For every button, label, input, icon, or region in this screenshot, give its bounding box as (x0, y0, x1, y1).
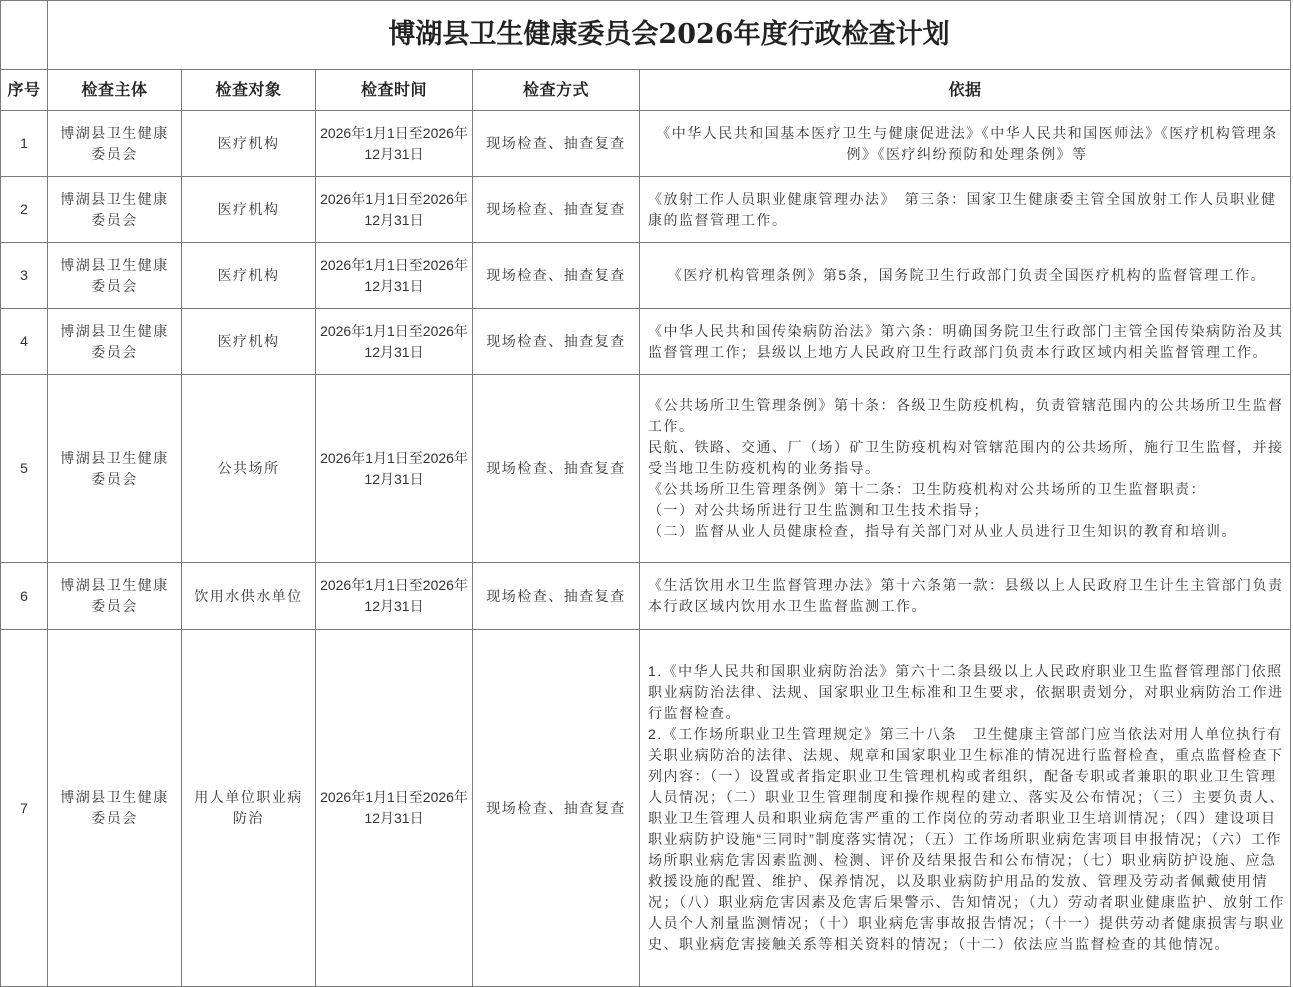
row-subject: 博湖县卫生健康委员会 (48, 309, 182, 375)
basis-text (648, 661, 1286, 955)
header-target: 检查对象 (182, 70, 316, 111)
row-method: 现场检查、抽查复查 (473, 630, 640, 987)
row-index: 5 (1, 375, 48, 563)
basis-paragraph: 《公共场所卫生管理条例》第十二条：卫生防疫机构对公共场所的卫生监督职责： (648, 481, 1206, 497)
row-time: 2026年1月1日至2026年12月31日 (316, 111, 473, 177)
basis-paragraph: 《生活饮用水卫生监督管理办法》第十六条第一款：县级以上人民政府卫生计生主管部门负责本行政区域内饮用水卫生监督监测工作。 (648, 577, 1284, 614)
basis-paragraph: 1.《中华人民共和国职业病防治法》第六十二条县级以上人民政府职业卫生监督管理部门依照职业病防治法律、法规、国家职业卫生标准和卫生要求，依据职责划分，对职业病防治工作进行监督检查。 (648, 663, 1284, 721)
basis-paragraph: 《中华人民共和国传染病防治法》第六条：明确国务院卫生行政部门主管全国传染病防治及其监督管理工作；县级以上地方人民政府卫生行政部门负责本行政区域内相关监督管理工作。 (648, 322, 1284, 360)
row-index: 7 (1, 630, 48, 987)
header-subject: 检查主体 (48, 70, 182, 111)
basis-paragraph: 民航、铁路、交通、厂（场）矿卫生防疫机构对管辖范围内的公共场所，施行卫生监督，并接受当地卫生防疫机构的业务指导。 (648, 439, 1284, 476)
row-index: 1 (1, 111, 48, 177)
row-index: 6 (1, 563, 48, 630)
basis-text (648, 321, 1286, 363)
row-subject: 博湖县卫生健康委员会 (48, 563, 182, 630)
basis-text (648, 265, 1286, 286)
basis-text (648, 395, 1286, 542)
row-method: 现场检查、抽查复查 (473, 243, 640, 309)
basis-paragraph: 2.《工作场所职业卫生管理规定》第三十八条 卫生健康主管部门应当依法对用人单位执行有关职业病防治的法律、法规、规章和国家职业卫生标准的情况进行监督检查，重点监督检查下列内容：（一）设置或者指定职业卫生管理机构或者组织，配备专职或者兼职的职业卫生管理人员情况；（二）职业卫生管理制度和操作规程的建立、落实及公布情况；（三）主要负责人、职业卫生管理人员和职业病危害严重的工作岗位的劳动者职业卫生培训情况；（四）建设项目职业病防护设施“三同时”制度落实情况；（五）工作场所职业病危害项目申报情况；（六）工作场所职业病危害因素监测、检测、评价及结果报告和公布情况；（七）职业病防护设施、应急救援设施的配置、维护、保养情况，以及职业病防护用品的发放、管理及劳动者佩戴使用情况；（八）职业病危害因素及危害后果警示、告知情况；（九）劳动者职业健康监护、放射工作人员个人剂量监测情况；（十）职业病危害事故报告情况；（十一）提供劳动者健康损害与职业史、职业病危害接触关系等相关资料的情况；（十二）依法应当监督检查的其他情况。 (648, 726, 1285, 952)
row-time: 2026年1月1日至2026年12月31日 (316, 243, 473, 309)
row-basis (640, 375, 1291, 563)
row-method: 现场检查、抽查复查 (473, 111, 640, 177)
row-subject: 博湖县卫生健康委员会 (48, 375, 182, 563)
row-method: 现场检查、抽查复查 (473, 177, 640, 243)
basis-paragraph: 《放射工作人员职业健康管理办法》 第三条：国家卫生健康委主管全国放射工作人员职业健康的监督管理工作。 (648, 190, 1277, 228)
basis-text (648, 189, 1286, 231)
row-method: 现场检查、抽查复查 (473, 309, 640, 375)
header-basis: 依据 (640, 70, 1291, 111)
page-title: 博湖县卫生健康委员会2026年度行政检查计划 (48, 1, 1291, 70)
basis-paragraph: 《公共场所卫生管理条例》第十条：各级卫生防疫机构，负责管辖范围内的公共场所卫生监督工作。 (648, 397, 1284, 434)
row-index: 4 (1, 309, 48, 375)
row-target: 用人单位职业病防治 (182, 630, 316, 987)
row-method: 现场检查、抽查复查 (473, 563, 640, 630)
row-subject: 博湖县卫生健康委员会 (48, 243, 182, 309)
row-basis (640, 243, 1291, 309)
blank-cell (1, 1, 48, 70)
row-subject: 博湖县卫生健康委员会 (48, 177, 182, 243)
basis-paragraph: （二）监督从业人员健康检查，指导有关部门对从业人员进行卫生知识的教育和培训。 (648, 523, 1237, 539)
row-time: 2026年1月1日至2026年12月31日 (316, 177, 473, 243)
row-index: 3 (1, 243, 48, 309)
row-target: 医疗机构 (182, 243, 316, 309)
row-time: 2026年1月1日至2026年12月31日 (316, 563, 473, 630)
header-time: 检查时间 (316, 70, 473, 111)
row-subject: 博湖县卫生健康委员会 (48, 111, 182, 177)
row-index: 2 (1, 177, 48, 243)
basis-text (648, 123, 1286, 165)
row-basis (640, 177, 1291, 243)
row-target: 医疗机构 (182, 309, 316, 375)
basis-paragraph: （一）对公共场所进行卫生监测和卫生技术指导； (648, 502, 989, 518)
row-basis (640, 563, 1291, 630)
basis-paragraph: 《医疗机构管理条例》第5条，国务院卫生行政部门负责全国医疗机构的监督管理工作。 (667, 267, 1267, 283)
header-index: 序号 (1, 70, 48, 111)
row-target: 医疗机构 (182, 111, 316, 177)
row-target: 公共场所 (182, 375, 316, 563)
row-basis (640, 309, 1291, 375)
row-subject: 博湖县卫生健康委员会 (48, 630, 182, 987)
row-time: 2026年1月1日至2026年12月31日 (316, 630, 473, 987)
row-target: 医疗机构 (182, 177, 316, 243)
row-method: 现场检查、抽查复查 (473, 375, 640, 563)
row-basis (640, 630, 1291, 987)
row-time: 2026年1月1日至2026年12月31日 (316, 375, 473, 563)
row-time: 2026年1月1日至2026年12月31日 (316, 309, 473, 375)
basis-text (648, 575, 1286, 617)
row-basis (640, 111, 1291, 177)
header-method: 检查方式 (473, 70, 640, 111)
basis-paragraph: 《中华人民共和国基本医疗卫生与健康促进法》《中华人民共和国医师法》《医疗机构管理条例》《医疗纠纷预防和处理条例》等 (656, 124, 1278, 162)
row-target: 饮用水供水单位 (182, 563, 316, 630)
